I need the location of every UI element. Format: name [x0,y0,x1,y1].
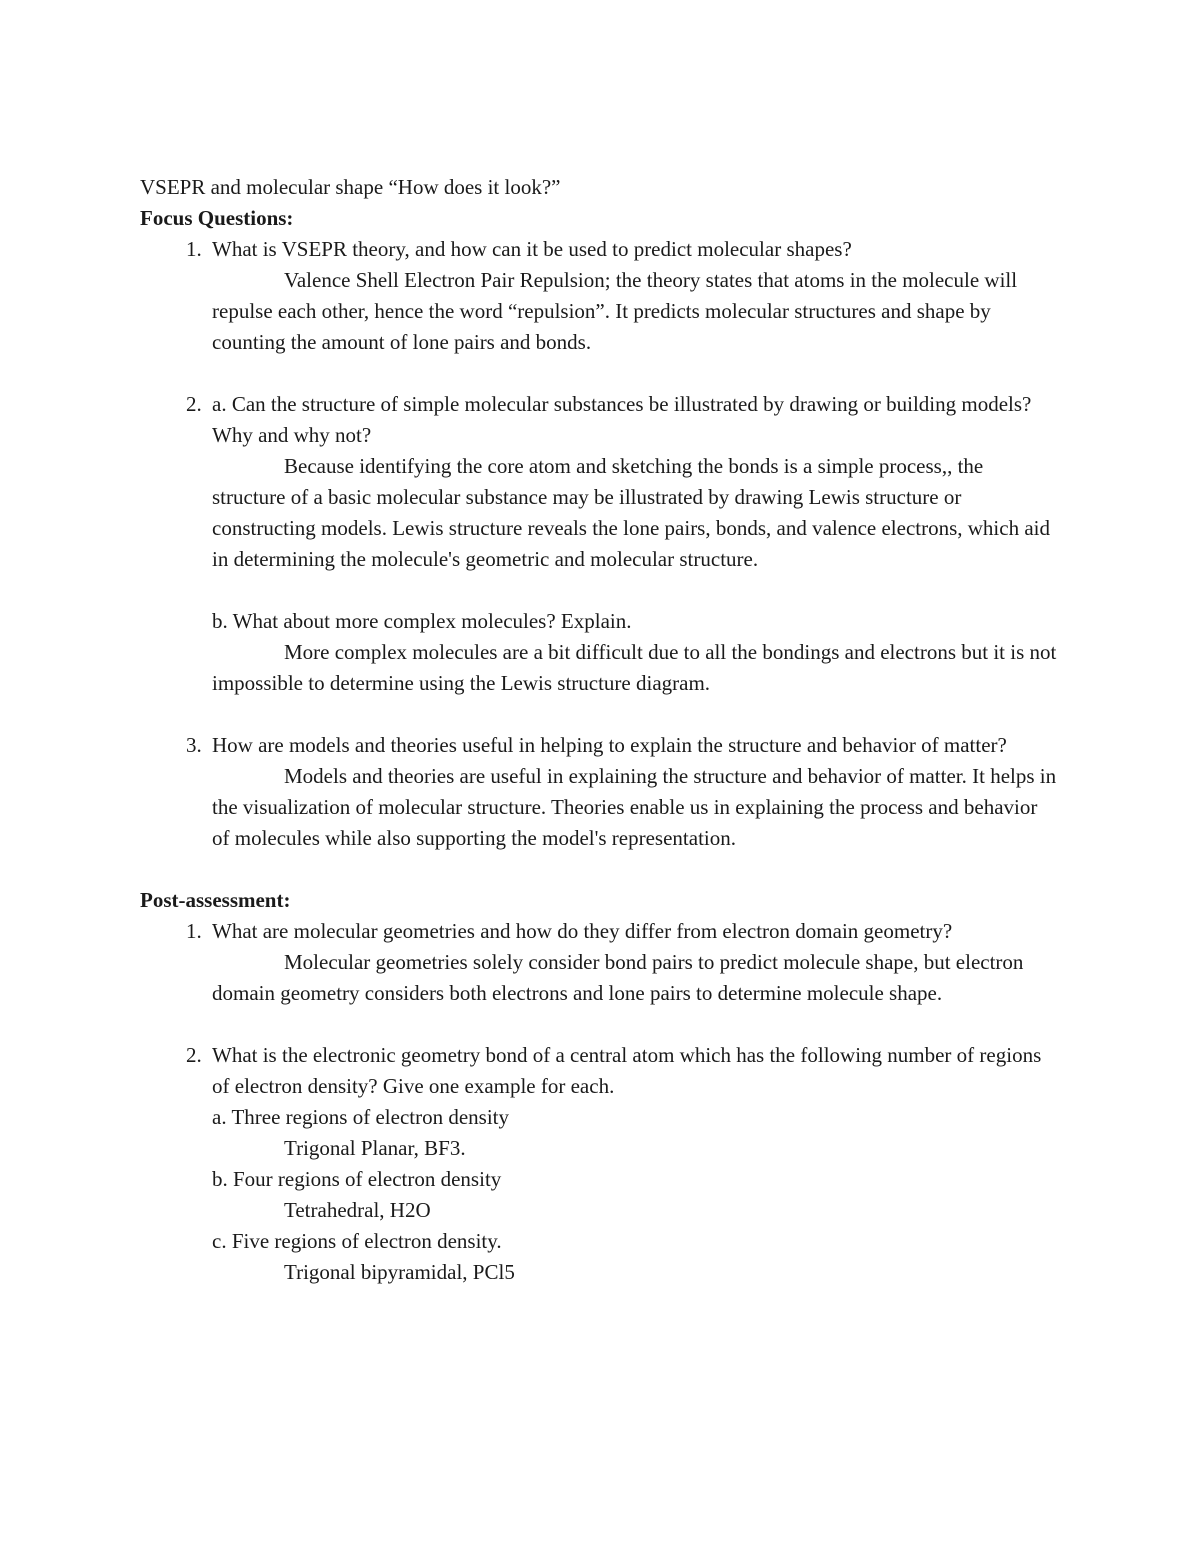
answer-text: Molecular geometries solely consider bond pairs to predict molecule shape, but electron domain geometry considers both electrons and lone pairs to determine molecule shape. [212,950,1024,1005]
sub-answer-b: Tetrahedral, H2O [284,1198,431,1222]
focus-questions-heading: Focus Questions: [140,206,294,230]
question-text: What is the electronic geometry bond of a central atom which has the following number of regions of electron density? Give one example for each. [212,1043,1042,1098]
sub-answer-a: Trigonal Planar, BF3. [284,1136,466,1160]
sub-question-a: a. Three regions of electron density [212,1105,510,1129]
focus-question-2 [140,389,1060,699]
post-question-1 [140,916,1060,1009]
question-text-a: a. Can the structure of simple molecular substances be illustrated by drawing or building models? Why and why not? [212,392,1032,447]
question-text-b: b. What about more complex molecules? Explain. [212,609,632,633]
sub-question-b: b. Four regions of electron density [212,1167,502,1191]
answer-text: Valence Shell Electron Pair Repulsion; the theory states that atoms in the molecule will repulse each other, hence the word “repulsion”. It predicts molecular structures and shape by counting the amount of lone pairs and bonds. [212,268,1018,354]
focus-question-1 [140,234,1060,358]
post-question-2 [140,1040,1060,1288]
sub-question-c: c. Five regions of electron density. [212,1229,502,1253]
document-title: VSEPR and molecular shape “How does it look?” [140,175,561,199]
answer-text-b: More complex molecules are a bit difficult due to all the bondings and electrons but it is not impossible to determine using the Lewis structure diagram. [212,640,1057,695]
focus-question-3 [140,730,1060,854]
sub-answer-c: Trigonal bipyramidal, PCl5 [284,1260,515,1284]
document-page [140,172,1060,1288]
question-text: How are models and theories useful in helping to explain the structure and behavior of matter? [212,733,1007,757]
question-number: 2. [186,392,202,416]
question-number: 3. [186,733,202,757]
question-number: 1. [186,919,202,943]
question-text: What is VSEPR theory, and how can it be used to predict molecular shapes? [212,237,852,261]
question-number: 2. [186,1043,202,1067]
question-text: What are molecular geometries and how do they differ from electron domain geometry? [212,919,953,943]
question-number: 1. [186,237,202,261]
answer-text: Models and theories are useful in explaining the structure and behavior of matter. It helps in the visualization of molecular structure. Theories enable us in explaining the process and behavior of molecules while also supporting the model's representation. [212,764,1057,850]
answer-text-a: Because identifying the core atom and sketching the bonds is a simple process,, the structure of a basic molecular substance may be illustrated by drawing Lewis structure or constructing models. Lewis structure reveals the lone pairs, bonds, and valence electrons, which aid in determining the molecule's geometric and molecular structure. [212,454,1050,571]
post-assessment-heading: Post-assessment: [140,888,291,912]
